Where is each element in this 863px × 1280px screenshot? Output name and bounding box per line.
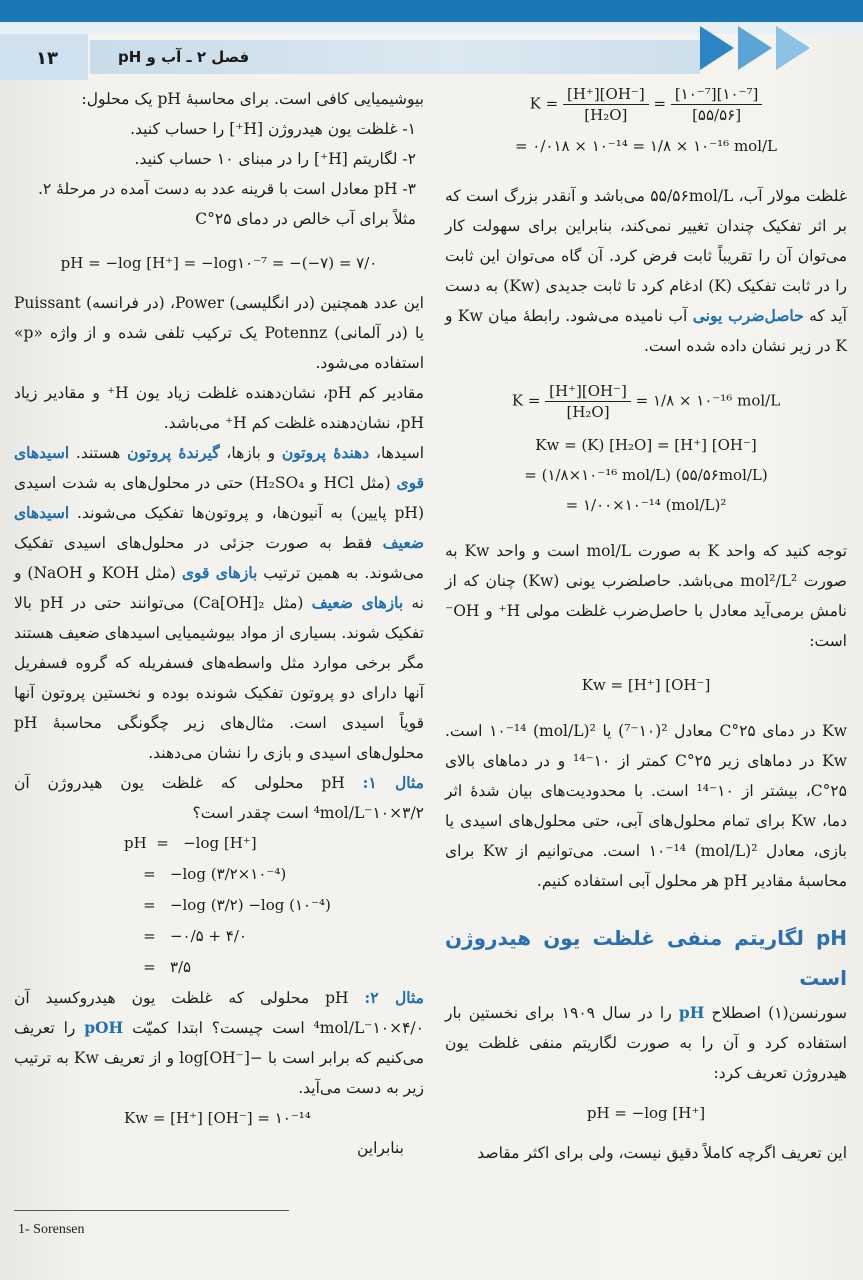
chevron-arrow-icon	[738, 26, 772, 70]
text: آب نامیده می‌شود. رابطهٔ میان Kw و K در زیر نشان داده شده است.	[445, 307, 847, 355]
example-2	[14, 983, 424, 1103]
equation: Kw = (K) [H₂O] = [H⁺] [OH⁻]	[535, 436, 757, 454]
numerator: [H⁺][OH⁻]	[545, 381, 631, 402]
equation: Kw = [H⁺] [OH⁻] = ۱۰⁻¹⁴	[124, 1109, 311, 1127]
equation: pH = −log [H⁺] = −log۱۰⁻⁷ = −(−۷) = ۷/۰	[60, 254, 378, 272]
text: (مثل KOH و NaOH) و نه	[14, 564, 424, 612]
paragraph: این عدد همچنین (در انگلیسی) Power، (در فرانسه) Puissant یا (در آلمانی) Potennz یک ترکیب تلفی شده و از واژه «p» استفاده می‌شود.	[14, 294, 424, 372]
paragraph: مثلاً برای آب خالص در دمای ۲۵°C	[195, 210, 416, 228]
equation-k2	[445, 381, 847, 422]
step-item: ۳- pH معادل است با قرینه عدد به دست آمده در مرحلهٔ ۲.	[37, 180, 416, 198]
paragraph	[445, 998, 847, 1088]
denominator: [H₂O]	[566, 403, 610, 421]
calc-line: = ۳/۵	[124, 958, 192, 976]
paragraph: بنابراین	[357, 1139, 404, 1157]
paragraph	[445, 181, 847, 361]
paragraph: این تعریف اگرچه کاملاً دقیق نیست، ولی برای اکثر مقاصد	[477, 1144, 847, 1162]
page-header	[0, 0, 863, 82]
numerator: [H⁺][OH⁻]	[563, 84, 649, 105]
chevron-arrow-icon	[776, 26, 810, 70]
eq-text: K =	[529, 94, 559, 113]
eq-text: K =	[511, 391, 541, 410]
fraction	[545, 381, 631, 422]
text: pH محلولی که غلظت یون هیدروژن آن ۳/۲×۱۰⁻⁴mol/L است چقدر است؟	[14, 774, 424, 822]
term-strong-bases: بازهای قوی	[181, 563, 258, 582]
term-proton-acceptor: گیرندهٔ پروتون	[127, 443, 220, 462]
denominator: [H₂O]	[584, 106, 628, 124]
numerator: [۱۰⁻⁷][۱۰⁻⁷]	[671, 84, 763, 105]
text: سورنسن(۱) اصطلاح	[704, 1004, 847, 1022]
equation: = ۰/۰۱۸ × ۱۰⁻¹⁴ = ۱/۸ × ۱۰⁻¹⁶ mol/L	[514, 137, 778, 155]
example-1-calculation	[124, 828, 424, 983]
steps-list	[14, 114, 424, 204]
calc-line: pH = −log [H⁺]	[124, 834, 257, 852]
eq-text: =	[653, 94, 667, 113]
paragraph: مقادیر کم pH، نشان‌دهنده غلظت زیاد یون H⁺ و مقادیر زیاد pH، نشان‌دهنده غلظت کم H⁺ می‌باشد.	[14, 384, 424, 432]
term-proton-donor: دهندهٔ پروتون	[281, 443, 370, 462]
footnote-divider	[14, 1210, 289, 1211]
calc-line: = −۰/۵ + ۴/۰	[124, 927, 247, 945]
fraction	[671, 84, 763, 125]
text: و بازها،	[219, 444, 282, 462]
equation: pH = −log [H⁺]	[586, 1104, 706, 1122]
eq-text: = ۱/۸ × ۱۰⁻¹⁶ mol/L	[635, 391, 781, 410]
term-weak-bases: بازهای ضعیف	[311, 593, 404, 612]
equation: Kw = [H⁺] [OH⁻]	[581, 676, 711, 694]
text: را در سال ۱۹۰۹ برای نخستین بار استفاده کرد و آن را به صورت لگاریتم منفی غلظت یون هیدروژن تعریف کرد:	[445, 1004, 847, 1082]
footnote: 1- Sorensen	[18, 1222, 85, 1237]
text: pH محلولی که غلظت یون هیدروکسید آن ۴/۰×۱۰⁻⁴mol/L است چیست؟ ابتدا کمیّت	[14, 989, 424, 1037]
text: فقط به صورت جزئی در محلول‌های اسیدی تفکیک می‌شوند. به همین ترتیب	[14, 534, 424, 582]
top-color-band	[0, 0, 863, 22]
calc-line: = −log (۳/۲) −log (۱۰⁻⁴)	[124, 896, 331, 914]
text: هستند.	[69, 444, 128, 462]
text: (مثل HCl و H₂SO₄) حتی در محلول‌های به شدت اسیدی (pH پایین) به آنیون‌ها، و پروتون‌ها تفکیک می‌شوند.	[14, 474, 424, 522]
example-label: مثال ۲:	[364, 988, 424, 1007]
right-column	[445, 84, 847, 1168]
term-poh: pOH	[84, 1018, 124, 1037]
section-heading: pH لگاریتم منفی غلظت یون هیدروژن است	[445, 926, 847, 990]
term-ph: pH	[678, 1003, 705, 1022]
equation: = (۱/۸×۱۰⁻¹⁶ mol/L) (۵۵/۵۶mol/L)	[524, 466, 768, 484]
equation-k	[445, 84, 847, 125]
step-item: ۱- غلظت یون هیدروژن [H⁺] را حساب کنید.	[130, 120, 416, 138]
example-label: مثال ۱:	[362, 773, 424, 792]
step-item: ۲- لگاریتم [H⁺] را در مبنای ۱۰ حساب کنید.	[134, 150, 416, 168]
term-weak-acids: اسیدهای ضعیف	[14, 503, 424, 552]
paragraph: توجه کنید که واحد K به صورت mol/L است و واحد Kw به صورت mol²/L² می‌باشد. حاصلضرب یونی (Kw) چنان که از نامش برمی‌آید معادل با حاصل‌ضرب غلظت مولی H⁺ و OH⁻ است:	[445, 542, 848, 650]
example-1	[14, 768, 424, 828]
page-number: ١٣	[36, 48, 58, 69]
calc-line: = −log (۳/۲×۱۰⁻⁴)	[124, 865, 287, 883]
text: اسیدها،	[369, 444, 425, 462]
text: (مثل Ca[OH]₂) می‌توانند حتی در pH بالا تفکیک شوند. بسیاری از مواد بیوشیمیایی اسیدهای ضعیف هستند مگر برخی موارد مثل واسطه‌های فسفریله که گروه فسفریل آنها دارای دو پروتون تفکیک شونده بوده و نخستین پروتون آنها قویاً اسیدی است. مثال‌های زیر چگونگی محاسبهٔ pH محلول‌های اسیدی و بازی را نشان می‌دهند.	[14, 594, 424, 762]
term-strong-acids: اسیدهای قوی	[14, 443, 425, 492]
paragraph	[14, 438, 424, 768]
paragraph: Kw در دمای ۲۵°C معادل ²(۱۰⁻⁷) یا ²(mol/L) ۱۰⁻¹⁴ است. Kw در دماهای زیر ۲۵°C کمتر از ۱۰⁻¹⁴ و در دماهای بالای ۲۵°C، بیشتر از ۱۰⁻¹⁴ است. با محدودیت‌های بیان شدهٔ اثر دما، Kw برای تمام محلول‌های آبی، حتی محلول‌های اسیدی یا بازی، معادل ²(mol/L) ۱۰⁻¹⁴ است. می‌توانیم از Kw برای محاسبهٔ مقادیر pH هر محلول آبی استفاده کنیم.	[445, 722, 848, 890]
term-ion-product: حاصل‌ضرب یونی	[692, 306, 804, 325]
text: غلظت مولار آب، ۵۵/۵۶mol/L می‌باشد و آنقدر بزرگ است که بر اثر تفکیک چندان تغییر نمی‌کند، بنابراین برای سهولت کار می‌توان آن را تقریباً ثابت فرض کرد. آن گاه می‌توان این ثابت را در ثابت تفکیک (K) ادغام کرد تا ثابت جدیدی (Kw) به دست آید که	[445, 187, 847, 325]
paragraph: بیوشیمیایی کافی است. برای محاسبهٔ pH یک محلول:	[81, 90, 424, 108]
fraction	[563, 84, 649, 125]
chevron-arrow-icon	[700, 26, 734, 70]
equation: = ۱/۰۰×۱۰⁻¹⁴ (mol/L)²	[565, 496, 727, 514]
chapter-title: فصل ۲ ـ آب و pH	[118, 48, 250, 66]
text: را تعریف می‌کنیم که برابر است با −log[OH⁻] و از تعریف Kw به ترتیب زیر به دست می‌آید.	[14, 1019, 425, 1097]
denominator: [۵۵/۵۶]	[692, 106, 742, 124]
left-column	[14, 84, 424, 1163]
